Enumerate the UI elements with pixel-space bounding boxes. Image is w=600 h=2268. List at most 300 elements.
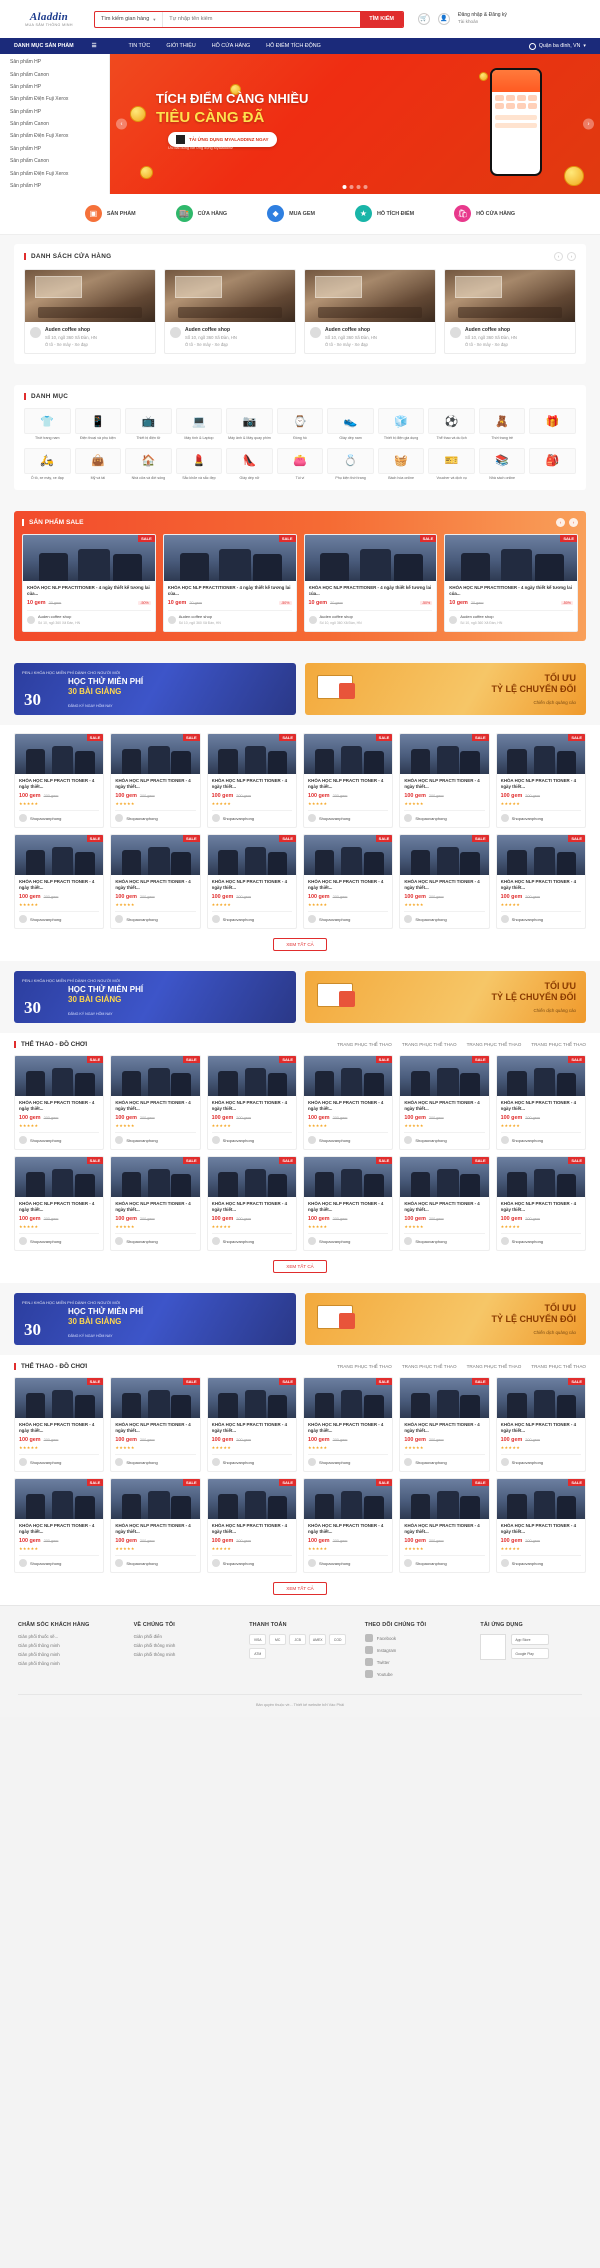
rating-stars: ★★★★★ bbox=[19, 1123, 39, 1129]
category-item[interactable] bbox=[327, 408, 374, 440]
footer-link[interactable]: Giản phối thông minh bbox=[133, 1652, 176, 1658]
quicknav-item-ho-cua-hang[interactable] bbox=[454, 205, 515, 222]
social-label: Twitter bbox=[376, 1659, 390, 1665]
category-item[interactable] bbox=[529, 448, 576, 480]
product-title: KHÓA HỌC NLP PRACTI TIONER - 4 ngày thiết... bbox=[404, 1100, 480, 1112]
sidebar-item-5[interactable]: Sản phẩm Canon bbox=[10, 121, 49, 128]
promo-banner-course[interactable] bbox=[14, 971, 296, 1023]
shop-avatar bbox=[309, 616, 317, 624]
product-photo bbox=[304, 734, 392, 774]
product-photo bbox=[497, 1479, 585, 1519]
product-title: KHÓA HỌC NLP PRACTITIONER - 4 ngày thiết kế tương lai của... bbox=[167, 585, 291, 597]
product-price: 100 gem bbox=[404, 793, 426, 800]
status-badge: SALE bbox=[472, 1157, 489, 1164]
product-grid-section-3 bbox=[0, 1355, 600, 1605]
search-bar[interactable] bbox=[94, 11, 404, 28]
shop-name: Auden coffee shop bbox=[38, 614, 72, 620]
product-card[interactable] bbox=[303, 1156, 393, 1251]
account-block[interactable] bbox=[458, 12, 507, 26]
product-old-price: 200 gem bbox=[139, 1217, 155, 1222]
nav-item-ho-cua-hang[interactable]: HỖ CỬA HÀNG bbox=[211, 43, 251, 49]
star-icon: ★ bbox=[355, 205, 372, 222]
product-photo bbox=[15, 1157, 103, 1197]
hero-app-cta[interactable] bbox=[168, 132, 277, 147]
category-grid-row1 bbox=[24, 408, 576, 440]
product-card[interactable] bbox=[399, 834, 489, 929]
promo-headline-line1: HỌC THỬ MIỄN PHÍ bbox=[68, 677, 144, 687]
shop-name: Shopaovanphong bbox=[126, 1238, 158, 1244]
login-register-link[interactable]: Đăng nhập & Đăng ký bbox=[458, 11, 507, 18]
promo-tagline: PEN-I KHÓA HỌC MIỄN PHÍ DÀNH CHO NGƯỜI MỚI bbox=[22, 978, 121, 984]
product-photo bbox=[304, 835, 392, 875]
product-card[interactable] bbox=[110, 1478, 200, 1573]
section-title: THỂ THAO - ĐỒ CHƠI bbox=[14, 1363, 87, 1370]
nav-links bbox=[128, 43, 320, 49]
shop-name: Shopaovanphong bbox=[511, 1459, 544, 1465]
tab-trang-phuc-2[interactable]: TRANG PHỤC THỂ THAO bbox=[401, 1364, 457, 1370]
store-category: Ô tô - Xe máy - Xe đạp bbox=[325, 342, 368, 348]
tab-trang-phuc-4[interactable]: TRANG PHỤC THỂ THAO bbox=[531, 1042, 586, 1048]
sidebar-item-9[interactable]: Sản phẩm Điện Fuji Xerox bbox=[10, 170, 69, 177]
product-card[interactable] bbox=[110, 834, 200, 929]
product-card[interactable] bbox=[22, 534, 156, 632]
category-item[interactable] bbox=[428, 408, 475, 440]
category-item[interactable] bbox=[125, 408, 172, 440]
nav-item-ho-diem[interactable]: HỖ ĐIỂM TÍCH ĐỘNG bbox=[266, 43, 321, 49]
product-price: 100 gem bbox=[500, 1538, 523, 1545]
category-item[interactable] bbox=[378, 408, 425, 440]
sidebar-item-8[interactable]: Sản phẩm Canon bbox=[10, 158, 49, 165]
shop-name: Shopaovanphong bbox=[319, 1459, 351, 1465]
promo-headline-line2: TỶ LỆ CHUYỂN ĐỔI bbox=[491, 1313, 576, 1324]
phone-header bbox=[492, 70, 540, 92]
see-all-button[interactable]: XEM TẤT CẢ bbox=[273, 1260, 326, 1273]
payment-cod-icon: COD bbox=[329, 1634, 346, 1645]
category-item[interactable] bbox=[327, 448, 374, 480]
shop-name: Shopaovanphong bbox=[415, 916, 447, 922]
product-old-price: 200 gem bbox=[525, 1539, 541, 1544]
nav-item-gioi-thieu[interactable]: GIỚI THIỆU bbox=[166, 43, 196, 49]
product-old-price: 200 gem bbox=[43, 1438, 59, 1443]
footer-link[interactable]: Giản phối thông minh bbox=[18, 1661, 60, 1667]
product-card[interactable] bbox=[14, 1055, 104, 1150]
product-card[interactable] bbox=[496, 1156, 586, 1251]
promo-number: 30 bbox=[24, 690, 41, 710]
rating-stars: ★★★★★ bbox=[404, 902, 424, 908]
rating-stars: ★★★★★ bbox=[211, 1224, 232, 1230]
category-item[interactable] bbox=[24, 408, 71, 440]
product-card[interactable] bbox=[207, 1055, 297, 1150]
logo-text: Aladdin bbox=[29, 11, 69, 23]
product-card[interactable] bbox=[110, 1377, 200, 1472]
shop-avatar bbox=[19, 1458, 27, 1466]
product-photo bbox=[208, 734, 296, 774]
product-old-price: 200 gem bbox=[43, 895, 59, 900]
product-title: KHÓA HỌC NLP PRACTI TIONER - 4 ngày thiết... bbox=[115, 778, 191, 790]
store-photo bbox=[445, 270, 575, 322]
product-card[interactable] bbox=[163, 534, 297, 632]
tab-trang-phuc-3[interactable]: TRANG PHỤC THỂ THAO bbox=[466, 1042, 522, 1048]
copyright-text: Bản quyền thuộc về... Thiết kế website bởi Vào Phải bbox=[18, 1694, 582, 1707]
promo-number: 30 bbox=[24, 1320, 41, 1340]
product-card[interactable] bbox=[496, 733, 586, 828]
store-card[interactable] bbox=[444, 269, 576, 354]
search-button[interactable]: TÌM KIẾM bbox=[360, 11, 403, 28]
status-badge: SALE bbox=[472, 1378, 489, 1385]
product-photo bbox=[15, 734, 103, 774]
chevron-down-icon: ▼ bbox=[152, 16, 157, 22]
shop-name: Shopaovanphong bbox=[511, 815, 544, 821]
product-card[interactable] bbox=[496, 1377, 586, 1472]
product-card[interactable] bbox=[14, 834, 104, 929]
category-item[interactable] bbox=[277, 448, 324, 480]
product-photo bbox=[400, 1479, 488, 1519]
product-grid-section-2 bbox=[0, 1033, 600, 1283]
product-card[interactable] bbox=[304, 534, 438, 632]
product-card[interactable] bbox=[496, 1055, 586, 1150]
tab-trang-phuc-2[interactable]: TRANG PHỤC THỂ THAO bbox=[401, 1042, 457, 1048]
sidebar-item-6[interactable]: Sản phẩm Điện Fuji Xerox bbox=[10, 133, 69, 140]
shopping-bag-icon bbox=[339, 991, 355, 1007]
status-badge: SALE bbox=[376, 734, 393, 741]
account-label: Tài khoản bbox=[458, 19, 479, 25]
product-price: 100 gem bbox=[211, 1115, 234, 1122]
payment-mastercard-icon: MC bbox=[269, 1634, 286, 1645]
category-item[interactable] bbox=[176, 448, 223, 480]
quicknav-label: SẢN PHẨM bbox=[106, 210, 136, 217]
promo-banner-ads[interactable] bbox=[305, 1293, 587, 1345]
tab-trang-phuc-4[interactable]: TRANG PHỤC THỂ THAO bbox=[531, 1364, 586, 1370]
social-link-twitter[interactable] bbox=[365, 1658, 467, 1666]
footer-link[interactable]: Giản phối thông minh bbox=[18, 1643, 60, 1649]
bag-icon: 👜 bbox=[75, 448, 122, 474]
header-actions bbox=[418, 12, 507, 26]
quicknav-label: MUA GEM bbox=[289, 210, 315, 217]
hero-dots[interactable] bbox=[343, 185, 368, 189]
product-price: 100 gem bbox=[308, 793, 330, 800]
product-price: 100 gem bbox=[19, 894, 41, 901]
shop-name: Shopaovanphong bbox=[319, 815, 351, 821]
shop-name: Shopaovanphong bbox=[222, 815, 255, 821]
social-link-instagram[interactable] bbox=[365, 1646, 467, 1654]
kids-icon: 🧸 bbox=[479, 408, 526, 434]
shop-name: Shopaovanphong bbox=[30, 1459, 62, 1465]
store-card[interactable] bbox=[304, 269, 436, 354]
product-card[interactable] bbox=[110, 733, 200, 828]
product-card[interactable] bbox=[399, 1156, 489, 1251]
store-prev-button[interactable]: ‹ bbox=[554, 252, 563, 261]
product-old-price: 20 gem bbox=[330, 601, 343, 606]
category-item[interactable] bbox=[226, 448, 273, 480]
category-item[interactable] bbox=[479, 448, 526, 480]
promo-row-2 bbox=[0, 961, 600, 1033]
home-icon: 🏠 bbox=[125, 448, 172, 474]
store-photo bbox=[165, 270, 295, 322]
category-item[interactable] bbox=[75, 408, 122, 440]
product-title: KHÓA HỌC NLP PRACTI TIONER - 4 ngày thiết... bbox=[500, 778, 577, 790]
hero-banner[interactable] bbox=[110, 54, 600, 194]
social-link-youtube[interactable] bbox=[365, 1670, 467, 1678]
product-card[interactable] bbox=[303, 1478, 393, 1573]
hero-title-line1: TÍCH ĐIỂM CÀNG NHIỀU bbox=[156, 91, 309, 106]
sidebar-item-2[interactable]: Sản phẩm HP bbox=[10, 83, 42, 90]
product-photo bbox=[15, 1479, 103, 1519]
phone-banner bbox=[495, 115, 537, 120]
product-card[interactable] bbox=[444, 534, 578, 632]
product-title: KHÓA HỌC NLP PRACTI TIONER - 4 ngày thiết... bbox=[404, 1422, 480, 1434]
product-card[interactable] bbox=[303, 834, 393, 929]
product-card[interactable] bbox=[303, 733, 393, 828]
product-title: KHÓA HỌC NLP PRACTI TIONER - 4 ngày thiết... bbox=[115, 879, 191, 891]
sidebar-item-10[interactable]: Sản phẩm HP bbox=[10, 182, 42, 189]
product-card[interactable] bbox=[303, 1377, 393, 1472]
shop-avatar bbox=[308, 1237, 316, 1245]
promo-number: 30 bbox=[24, 998, 41, 1018]
category-item[interactable] bbox=[226, 408, 273, 440]
product-title: KHÓA HỌC NLP PRACTI TIONER - 4 ngày thiết... bbox=[211, 1422, 288, 1434]
promo-tagline: PEN-I KHÓA HỌC MIỄN PHÍ DÀNH CHO NGƯỜI MỚI bbox=[22, 1300, 121, 1306]
shop-name: Shopaovanphong bbox=[126, 1137, 158, 1143]
promo-headline-line2: TỶ LỆ CHUYỂN ĐỔI bbox=[491, 683, 576, 694]
product-title: KHÓA HỌC NLP PRACTI TIONER - 4 ngày thiết... bbox=[19, 1422, 95, 1434]
footer-link[interactable]: Giản phối thuốc sẽ... bbox=[18, 1634, 59, 1640]
product-title: KHÓA HỌC NLP PRACTI TIONER - 4 ngày thiết... bbox=[308, 1523, 384, 1535]
product-card[interactable] bbox=[14, 1478, 104, 1573]
product-card[interactable] bbox=[207, 1156, 297, 1251]
product-old-price: 200 gem bbox=[139, 895, 155, 900]
rating-stars: ★★★★★ bbox=[308, 902, 328, 908]
product-card[interactable] bbox=[399, 1377, 489, 1472]
coin-decoration bbox=[130, 106, 146, 122]
store-category: Ô tô - Xe máy - Xe đạp bbox=[185, 342, 228, 348]
category-item[interactable] bbox=[176, 408, 223, 440]
tab-trang-phuc-1[interactable]: TRANG PHỤC THỂ THAO bbox=[337, 1364, 392, 1370]
social-link-facebook[interactable] bbox=[365, 1634, 467, 1642]
product-card[interactable] bbox=[14, 733, 104, 828]
status-badge: SALE bbox=[183, 1056, 200, 1063]
product-grid bbox=[14, 1377, 586, 1573]
section-tabs bbox=[337, 1042, 586, 1047]
category-label: Voucher và dịch vụ bbox=[436, 475, 467, 480]
store-name: Auden coffee shop bbox=[45, 327, 91, 334]
promo-row-1 bbox=[0, 653, 600, 725]
product-card[interactable] bbox=[303, 1055, 393, 1150]
rating-stars: ★★★★★ bbox=[115, 1224, 135, 1230]
category-item[interactable] bbox=[428, 448, 475, 480]
product-price: 10 gem bbox=[27, 600, 46, 607]
product-price: 100 gem bbox=[404, 1538, 426, 1545]
shoe-icon: 👟 bbox=[327, 408, 374, 434]
product-old-price: 20 gem bbox=[189, 601, 202, 606]
product-card[interactable] bbox=[110, 1055, 200, 1150]
promo-banner-ads[interactable] bbox=[305, 971, 587, 1023]
region-selector[interactable] bbox=[529, 43, 586, 50]
see-all-button[interactable]: XEM TẤT CẢ bbox=[273, 938, 326, 951]
product-photo bbox=[497, 1157, 585, 1197]
sale-product-list bbox=[22, 534, 578, 632]
status-badge: SALE bbox=[183, 835, 200, 842]
product-photo bbox=[111, 734, 199, 774]
product-photo bbox=[497, 734, 585, 774]
promo-banner-ads[interactable] bbox=[305, 663, 587, 715]
google-play-button[interactable]: Google Play bbox=[511, 1648, 549, 1659]
shop-address: Số 10, ngõ 360 Xã Đàn, HN bbox=[319, 621, 362, 626]
see-all-button[interactable]: XEM TẤT CẢ bbox=[273, 1582, 326, 1595]
rating-stars: ★★★★★ bbox=[19, 1224, 39, 1230]
product-card[interactable] bbox=[207, 1478, 297, 1573]
footer-link[interactable]: Giản phối điển bbox=[133, 1634, 162, 1640]
quicknav-item-san-pham[interactable] bbox=[85, 205, 136, 222]
category-item[interactable] bbox=[479, 408, 526, 440]
region-label: Quận ba đình, VN bbox=[538, 43, 581, 49]
footer-link[interactable]: Giản phối thông minh bbox=[133, 1643, 176, 1649]
rating-stars: ★★★★★ bbox=[19, 902, 39, 908]
search-category-dropdown[interactable] bbox=[95, 12, 163, 27]
product-title: KHÓA HỌC NLP PRACTI TIONER - 4 ngày thiết... bbox=[308, 879, 384, 891]
promo-headline-line1: TỐI ƯU bbox=[544, 981, 576, 992]
chevron-down-icon: ▾ bbox=[583, 43, 586, 49]
product-card[interactable] bbox=[399, 1055, 489, 1150]
footer-col-payment bbox=[249, 1622, 351, 1682]
product-title: KHÓA HỌC NLP PRACTI TIONER - 4 ngày thiết... bbox=[115, 1201, 191, 1213]
product-photo bbox=[208, 1157, 296, 1197]
tab-trang-phuc-3[interactable]: TRANG PHỤC THỂ THAO bbox=[466, 1364, 522, 1370]
shop-name: Shopaovanphong bbox=[511, 916, 544, 922]
sidebar-item-4[interactable]: Sản phẩm HP bbox=[10, 108, 42, 115]
product-card[interactable] bbox=[399, 733, 489, 828]
site-footer bbox=[0, 1605, 600, 1717]
product-title: KHÓA HỌC NLP PRACTI TIONER - 4 ngày thiết... bbox=[500, 1422, 577, 1434]
rating-stars: ★★★★★ bbox=[115, 801, 135, 807]
qr-code-icon bbox=[176, 135, 185, 144]
product-card[interactable] bbox=[110, 1156, 200, 1251]
search-input[interactable] bbox=[163, 12, 360, 27]
shop-name: Shopaovanphong bbox=[319, 1137, 351, 1143]
promo-banner-course[interactable] bbox=[14, 663, 296, 715]
product-title: KHÓA HỌC NLP PRACTITIONER - 4 ngày thiết kế tương lai của... bbox=[27, 585, 150, 597]
hamburger-icon[interactable]: ☰ bbox=[91, 43, 97, 49]
product-card[interactable] bbox=[399, 1478, 489, 1573]
product-title: KHÓA HỌC NLP PRACTITIONER - 4 ngày thiết kế tương lai của... bbox=[449, 585, 572, 597]
product-price: 100 gem bbox=[115, 1538, 137, 1545]
shop-name: Shopaovanphong bbox=[319, 1238, 351, 1244]
product-photo bbox=[15, 1056, 103, 1096]
site-logo[interactable] bbox=[14, 11, 84, 27]
category-label: Nhà sách online bbox=[489, 475, 516, 480]
social-label: Facebook bbox=[376, 1635, 397, 1641]
shop-avatar bbox=[501, 814, 509, 822]
user-icon[interactable]: 👤 bbox=[438, 13, 450, 25]
promo-headline-line1: TỐI ƯU bbox=[544, 673, 576, 684]
coin-decoration bbox=[140, 166, 153, 179]
phone-app-grid bbox=[492, 92, 540, 112]
product-card[interactable] bbox=[207, 1377, 297, 1472]
shop-avatar bbox=[308, 814, 316, 822]
status-badge: SALE bbox=[376, 835, 393, 842]
shop-avatar bbox=[27, 616, 35, 624]
product-old-price: 200 gem bbox=[428, 895, 444, 900]
footer-col-about bbox=[134, 1622, 236, 1682]
store-card[interactable] bbox=[164, 269, 296, 354]
hero-section bbox=[0, 54, 600, 194]
sale-next-button[interactable]: › bbox=[569, 518, 578, 527]
footer-col-title: CHĂM SÓC KHÁCH HÀNG bbox=[18, 1622, 90, 1629]
quicknav-item-mua-gem[interactable] bbox=[267, 205, 315, 222]
rating-stars: ★★★★★ bbox=[404, 801, 424, 807]
quicknav-item-ho-tich-diem[interactable] bbox=[355, 205, 414, 222]
tab-trang-phuc-1[interactable]: TRANG PHỤC THỂ THAO bbox=[337, 1042, 392, 1048]
hero-next-button[interactable]: › bbox=[583, 119, 594, 130]
product-card[interactable] bbox=[496, 834, 586, 929]
category-item[interactable] bbox=[24, 448, 71, 480]
rating-stars: ★★★★★ bbox=[115, 1445, 135, 1451]
product-photo bbox=[23, 535, 155, 581]
book-icon: 📚 bbox=[479, 448, 526, 474]
status-badge: SALE bbox=[183, 734, 200, 741]
promo-banner-course[interactable] bbox=[14, 1293, 296, 1345]
category-item[interactable] bbox=[378, 448, 425, 480]
quicknav-item-cua-hang[interactable] bbox=[176, 205, 227, 222]
payment-amex-icon: AMEX bbox=[309, 1634, 326, 1645]
sale-prev-button[interactable]: ‹ bbox=[556, 518, 565, 527]
social-label: Youtube bbox=[376, 1671, 393, 1677]
status-badge: SALE bbox=[376, 1157, 393, 1164]
status-badge: SALE bbox=[87, 1157, 104, 1164]
footer-col-apps bbox=[480, 1622, 582, 1682]
nav-item-tin-tuc[interactable]: TIN TỨC bbox=[128, 43, 151, 49]
product-card[interactable] bbox=[207, 834, 297, 929]
promo-headline-line2: 30 BÀI GIẢNG bbox=[68, 1317, 122, 1327]
shop-avatar bbox=[404, 1237, 412, 1245]
cart-icon[interactable]: 🛒 bbox=[418, 13, 430, 25]
product-title: KHÓA HỌC NLP PRACTI TIONER - 4 ngày thiết... bbox=[211, 879, 288, 891]
shop-name: Shopaovanphong bbox=[415, 815, 447, 821]
footer-link[interactable]: Giản phối thông minh bbox=[18, 1652, 60, 1658]
category-item[interactable] bbox=[277, 408, 324, 440]
product-card[interactable] bbox=[14, 1156, 104, 1251]
product-photo bbox=[305, 535, 437, 581]
category-item[interactable] bbox=[529, 408, 576, 440]
category-item[interactable] bbox=[125, 448, 172, 480]
product-price: 100 gem bbox=[115, 894, 137, 901]
shirt-icon: 👕 bbox=[24, 408, 71, 434]
product-price: 100 gem bbox=[115, 793, 137, 800]
sidebar-item-0[interactable]: Sản phẩm HP bbox=[10, 59, 42, 66]
product-old-price: 200 gem bbox=[332, 1539, 348, 1544]
product-photo bbox=[208, 1479, 296, 1519]
quick-nav bbox=[0, 194, 600, 235]
product-photo bbox=[400, 734, 488, 774]
category-item[interactable] bbox=[75, 448, 122, 480]
product-old-price: 200 gem bbox=[139, 794, 155, 799]
category-section bbox=[0, 376, 600, 502]
app-store-button[interactable]: App Store bbox=[511, 1634, 549, 1645]
nav-category-button[interactable] bbox=[14, 43, 106, 49]
product-card[interactable] bbox=[496, 1478, 586, 1573]
sidebar-item-7[interactable]: Sản phẩm HP bbox=[10, 145, 42, 152]
site-header bbox=[0, 0, 600, 38]
sidebar-item-1[interactable]: Sản phẩm Canon bbox=[10, 71, 49, 78]
shopping-bag-icon bbox=[339, 683, 355, 699]
product-card[interactable] bbox=[14, 1377, 104, 1472]
store-next-button[interactable]: › bbox=[567, 252, 576, 261]
product-card[interactable] bbox=[207, 733, 297, 828]
store-card[interactable] bbox=[24, 269, 156, 354]
product-photo bbox=[208, 1056, 296, 1096]
hero-prev-button[interactable]: ‹ bbox=[116, 119, 127, 130]
sidebar-item-3[interactable]: Sản phẩm Điện Fuji Xerox bbox=[10, 96, 69, 103]
product-title: KHÓA HỌC NLP PRACTI TIONER - 4 ngày thiết... bbox=[404, 1201, 480, 1213]
